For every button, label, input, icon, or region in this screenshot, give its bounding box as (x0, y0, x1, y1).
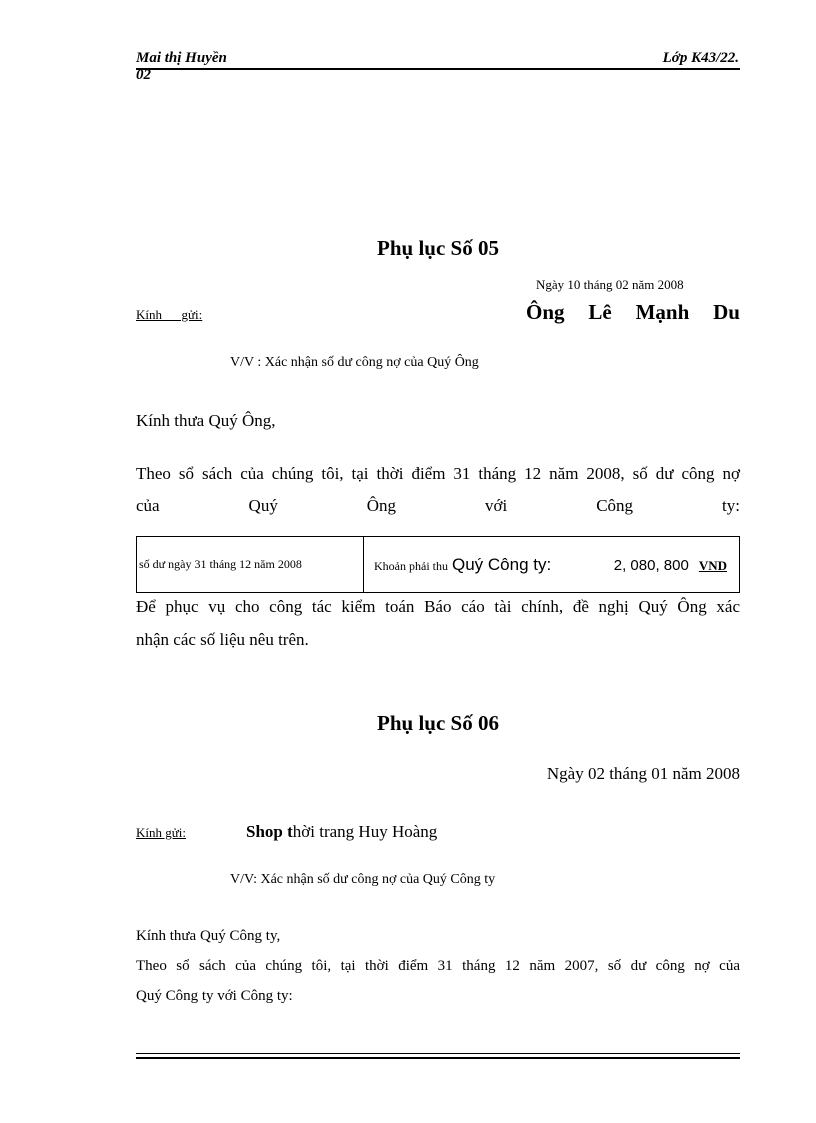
appendix6-date: Ngày 02 tháng 01 năm 2008 (546, 764, 740, 783)
appendix6-title: Phụ lục Số 06 (377, 711, 499, 735)
appendix6-greeting: Kính thưa Quý Công ty, (136, 928, 281, 944)
table-row (137, 537, 740, 593)
balance-date-cell (137, 537, 364, 593)
body-word: Công (596, 496, 634, 515)
appendix5-recipient (526, 300, 740, 325)
currency-label: VND (698, 557, 727, 573)
header-page-number: 02 (136, 67, 151, 83)
body-word: ty: (721, 496, 740, 515)
header-divider (136, 68, 740, 70)
body-word: với (485, 496, 508, 515)
receivable-amount: 2, 080, 800 (613, 556, 689, 574)
body-word: Quý (248, 496, 278, 515)
body-word: của (136, 496, 160, 515)
appendix5-body-line1: Theo sổ sách của chúng tôi, tại thời điểm 31 tháng 12 năm 2008, số dư công nợ (136, 464, 740, 483)
header-author-block (136, 50, 227, 84)
appendix5-greeting: Kính thưa Quý Ông, (136, 411, 276, 430)
appendix5-date: Ngày 10 tháng 02 năm 2008 (536, 277, 684, 292)
recipient-word: Mạnh (635, 300, 690, 324)
receivable-party: Quý Công ty: (452, 554, 552, 574)
recipient-bold-part: Shop t (246, 822, 293, 841)
footer-divider-thin (136, 1053, 740, 1054)
balance-date: số dư ngày 31 tháng 12 năm 2008 (139, 557, 302, 571)
recipient-word: Du (713, 300, 740, 324)
footer-divider-thick (136, 1057, 740, 1059)
appendix6-recipient (246, 822, 437, 842)
appendix5-request-line1: Để phục vụ cho công tác kiểm toán Báo cáo tài chính, đề nghị Quý Ông xác (136, 597, 740, 616)
appendix6-subject: V/V: Xác nhận số dư công nợ của Quý Công ty (230, 872, 496, 887)
receivable-label: Khoản phải thu (374, 558, 448, 573)
recipient-word: Lê (588, 300, 612, 324)
balance-table (136, 536, 740, 593)
appendix6-body-line1: Theo sổ sách của chúng tôi, tại thời điểm 31 tháng 12 năm 2007, số dư công nợ của (136, 958, 740, 974)
header-author: Mai thị Huyền (136, 50, 227, 66)
body-word: Ông (366, 496, 397, 515)
appendix5-subject: V/V : Xác nhận số dư công nợ của Quý Ông (230, 355, 479, 370)
appendix5-request-line2: nhận các số liệu nêu trên. (136, 630, 309, 649)
recipient-rest-part: hời trang Huy Hoàng (292, 822, 438, 841)
appendix5-body-line2 (136, 496, 740, 516)
recipient-word: Ông (526, 300, 565, 324)
receivable-cell (364, 537, 740, 593)
appendix6-to-label: Kính gửi: (136, 825, 187, 840)
appendix6-body-line2: Quý Công ty với Công ty: (136, 988, 293, 1004)
appendix5-to-label: Kính gửi: (136, 307, 203, 322)
appendix5-title: Phụ lục Số 05 (377, 236, 499, 260)
header-class: Lớp K43/22. (662, 50, 739, 66)
